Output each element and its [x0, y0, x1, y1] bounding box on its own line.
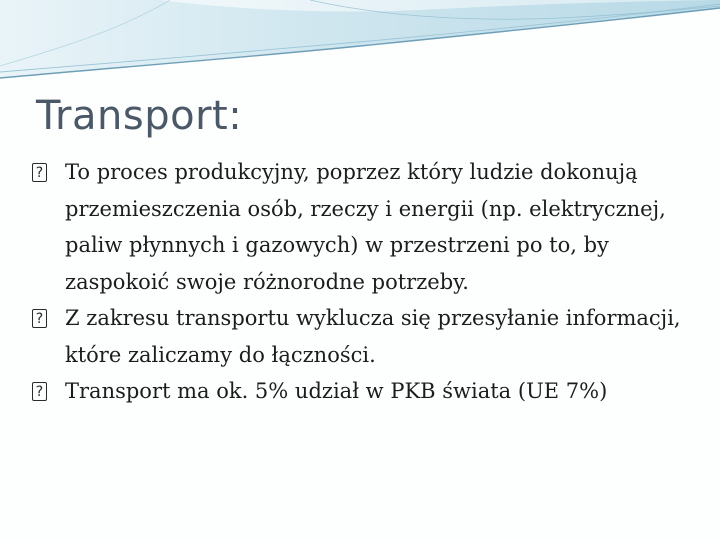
- missing-glyph-bullet-icon: ?: [32, 382, 47, 401]
- bullet-item: [32, 373, 692, 410]
- bullet-text: Transport ma ok. 5% udział w PKB świata (UE 7%): [65, 379, 608, 403]
- bullet-text: To proces produkcyjny, poprzez który ludzie dokonują przemieszczenia osób, rzeczy i energii (np. elektrycznej, paliw płynnych i gazowych) w przestrzeni po to, by zaspokoić swoje różnorodne potrzeby.: [65, 160, 666, 294]
- bullet-item: [32, 154, 692, 300]
- missing-glyph-bullet-icon: ?: [32, 163, 47, 182]
- bullet-list: [32, 154, 692, 410]
- header-band-fill: [0, 0, 720, 78]
- bullet-item: [32, 300, 692, 373]
- missing-glyph-bullet-icon: ?: [32, 309, 47, 328]
- bullet-text: Z zakresu transportu wyklucza się przesyłanie informacji, które zaliczamy do łączności.: [65, 306, 681, 367]
- slide-title: Transport:: [36, 93, 243, 139]
- header-wave-decoration: [0, 0, 720, 90]
